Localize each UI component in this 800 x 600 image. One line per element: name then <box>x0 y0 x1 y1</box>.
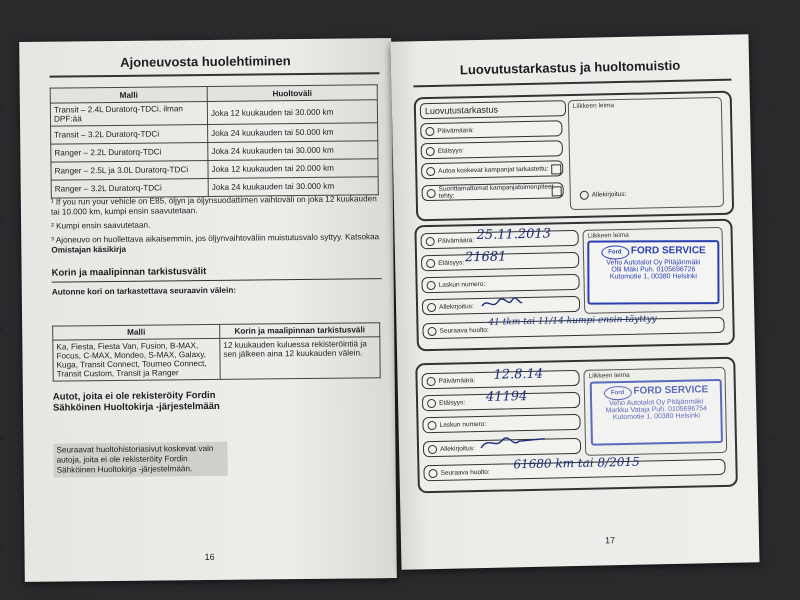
stamp-label: Liikkeen leima <box>572 102 615 111</box>
field-label: Päivämäärä: <box>438 376 476 385</box>
service-record-box-2 <box>415 357 738 494</box>
title-rule <box>50 72 380 77</box>
field-label: Laskun numero: <box>438 280 486 289</box>
field-label: Seuraava huolto: <box>440 468 490 477</box>
owners-manual-ref: Omistajan käsikirja <box>51 244 127 255</box>
campaign-done-checkbox[interactable] <box>552 186 562 196</box>
handwritten-date: 12.8.14 <box>493 366 544 383</box>
stamp-line: Veho Autotalot Oy Pitäjänmäki <box>606 259 701 267</box>
table-cell: Ka, Fiesta, Fiesta Van, Fusion, B-MAX, Focus, C-MAX, Mondeo, S-MAX, Galaxy, Kuga, Transit Connect, Tourneo Connect, Transit Custom, Transit ja Ranger <box>53 338 220 381</box>
field-label: Etäisyys: <box>438 258 465 267</box>
stamp-title: FORD SERVICE <box>630 245 706 257</box>
stamp-label: Liikkeen leima <box>588 371 630 380</box>
left-page-title: Ajoneuvosta huolehtiminen <box>120 53 291 70</box>
table-cell: Joka 12 kuukauden tai 20.000 km <box>208 159 378 179</box>
table2-header-model: Malli <box>53 324 220 340</box>
campaign-done-field[interactable] <box>422 182 564 201</box>
table-row <box>53 337 380 381</box>
signature-scribble-icon <box>479 433 549 452</box>
handwritten-date: 25.11.2013 <box>476 226 552 244</box>
left-page <box>19 38 397 582</box>
field-label: Seuraava huolto: <box>439 326 489 335</box>
footnote-3 <box>51 232 381 255</box>
circle-icon <box>428 468 437 477</box>
circle-icon <box>427 398 436 407</box>
circle-icon <box>426 146 435 155</box>
circle-icon <box>426 258 435 267</box>
ford-logo-icon: Ford <box>603 386 631 401</box>
circle-icon <box>427 420 436 429</box>
table-header-interval: Huoltoväli <box>207 85 377 102</box>
right-page <box>391 34 760 569</box>
signature-field[interactable] <box>576 185 718 202</box>
table-cell: Ranger – 3.2L Duratorq-TDCi <box>51 178 208 198</box>
ford-service-stamp-2 <box>590 379 723 446</box>
page-number-right: 17 <box>604 535 616 546</box>
field-label: Allekirjoitus: <box>439 444 475 453</box>
handover-inspection-box <box>414 91 735 222</box>
table-cell: Joka 24 kuukauden tai 50.000 km <box>208 123 378 143</box>
field-label: Laskun numero: <box>439 420 487 429</box>
campaign-checked-checkbox[interactable] <box>551 164 561 174</box>
ford-service-stamp-1 <box>587 240 719 304</box>
date-field[interactable] <box>420 120 562 139</box>
field-label: Suorittamattomat kampanjatoimenpiteet tehty: <box>438 183 554 200</box>
table-cell: Joka 24 kuukauden tai 30.000 km <box>208 141 378 161</box>
stamp-line: Veho Autotalot Oy Pitäjänmäki <box>608 398 704 408</box>
gray-note: Seuraavat huoltohistoriasivut koskevat vain autoja, joita ei ole rekisteröity Fordin Sähköinen Huoltokirja -järjestelmään. <box>53 442 227 478</box>
circle-icon <box>426 166 435 175</box>
circle-icon <box>427 326 436 335</box>
table-row <box>50 100 377 126</box>
handover-heading: Luovutustarkastus <box>420 100 566 119</box>
body-check-subheading: Autonne kori on tarkastettava seuraavin välein: <box>51 285 237 297</box>
circle-icon <box>427 376 436 385</box>
field-label: Päivämäärä: <box>437 236 475 245</box>
stamp-line: Kutomotie 1, 00380 Helsinki <box>612 412 701 422</box>
table-header-model: Malli <box>50 86 207 103</box>
invoice-field[interactable] <box>421 274 579 293</box>
distance-field[interactable] <box>421 140 563 159</box>
table-cell: Transit – 3.2L Duratorq-TDCi <box>51 124 208 144</box>
table-cell: Transit – 2.4L Duratorq-TDCi, ilman DPF:ää <box>50 101 207 126</box>
body-check-heading: Korin ja maalipinnan tarkistusvälit <box>51 266 207 279</box>
right-page-title: Luovutustarkastus ja huoltomuistio <box>459 57 681 78</box>
table-cell: Joka 24 kuukauden tai 30.000 km <box>208 177 378 197</box>
stamp-label: Liikkeen leima <box>587 231 629 240</box>
page-number-left: 16 <box>204 551 215 563</box>
handwritten-next-service: 41 tkm tai 11/14 kumpi ensin täyttyy <box>488 314 657 328</box>
table-cell: Ranger – 2.5L ja 3.0L Duratorq-TDCi <box>51 160 208 180</box>
field-label: Etäisyys: <box>437 146 464 155</box>
handwritten-distance: 21681 <box>464 249 507 266</box>
handwritten-distance: 41194 <box>485 389 528 405</box>
service-record-box-1 <box>414 219 735 352</box>
section-rule <box>52 278 382 282</box>
signature-scribble-icon <box>480 295 524 312</box>
service-interval-table <box>50 84 379 198</box>
field-label: Allekirjoitus: <box>591 190 627 199</box>
campaign-checked-field[interactable] <box>421 160 563 179</box>
stamp-line: Markku Vataja Puh. 0105696754 <box>605 405 708 415</box>
table-cell: Ranger – 2.2L Duratorq-TDCi <box>51 142 208 162</box>
field-label: Allekirjoitus: <box>438 302 474 311</box>
footnote-1: ¹ If you run your vehicle on E85, öljyn ja öljynsuodattimen vaihtoväli on joka 12 kuukauden tai 10.000 km, kumpi ensin saavutetaan. <box>50 194 377 217</box>
circle-icon <box>426 236 435 245</box>
table-cell: Joka 12 kuukauden tai 30.000 km <box>207 100 377 125</box>
circle-icon <box>427 188 436 197</box>
handwritten-next-service: 61680 km tai 8/2015 <box>513 454 640 472</box>
circle-icon <box>427 302 436 311</box>
circle-icon <box>580 190 589 199</box>
circle-icon <box>428 444 437 453</box>
circle-icon <box>425 126 434 135</box>
footnote-3-text: ³ Ajoneuvo on huollettava aikaisemmin, jos öljynvaihtoväliin muistutusvalo syttyy. Katsokaa <box>51 232 380 245</box>
body-check-table <box>52 322 381 381</box>
stamp-title: FORD SERVICE <box>633 384 709 397</box>
title-rule <box>413 79 731 88</box>
table2-header-interval: Korin ja maalipinnan tarkistusväli <box>220 323 380 339</box>
circle-icon <box>427 280 436 289</box>
footnote-2: ² Kumpi ensin saavutetaan. <box>51 220 151 231</box>
non-registered-heading: Autot, joita ei ole rekisteröity Fordin Sähköinen Huoltokirja -järjestelmään <box>52 389 220 414</box>
table-cell: 12 kuukauden kuluessa rekisteröintiä ja sen jälkeen aina 12 kuukauden välein. <box>220 337 380 380</box>
invoice-field[interactable] <box>422 414 580 433</box>
field-label: Päivämäärä: <box>437 126 474 135</box>
field-label: Etäisyys: <box>439 398 466 407</box>
ford-logo-icon: Ford <box>601 245 629 259</box>
stamp-line: Kutomotie 1, 00380 Helsinki <box>609 273 698 281</box>
stamp-line: Olli Mäki Puh. 0105696726 <box>611 266 696 274</box>
field-label: Autoa koskevat kampanjat tarkastettu: <box>438 165 549 175</box>
